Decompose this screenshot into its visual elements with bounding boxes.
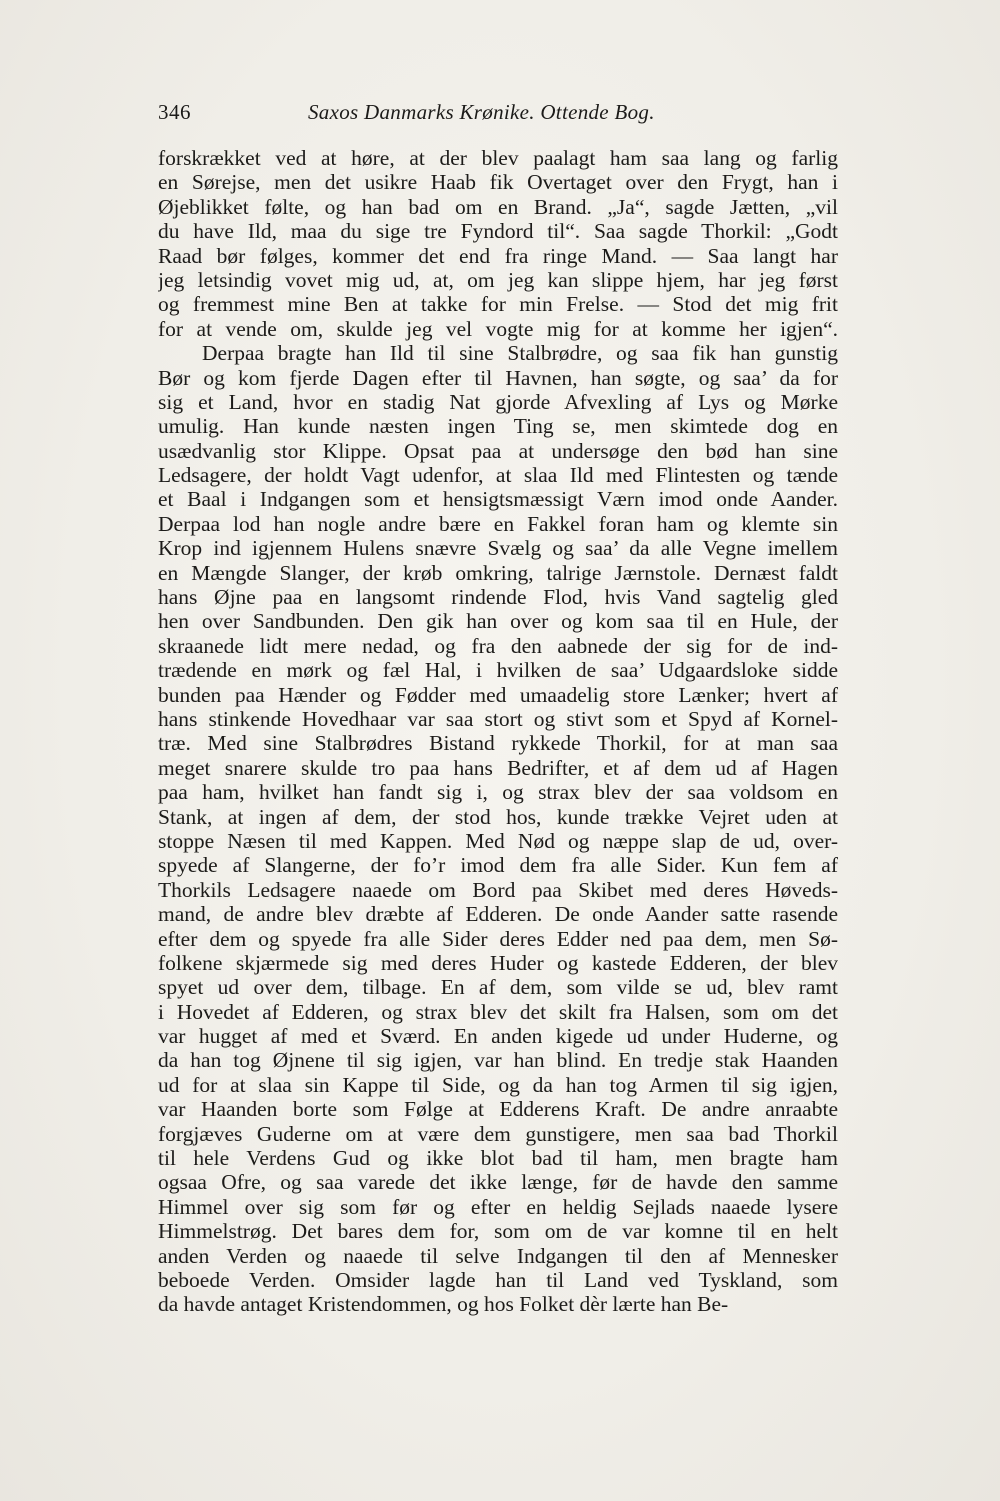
text-line: stoppe Næsen til med Kappen. Med Nød og næppe slap de ud, over- [158, 828, 838, 853]
text-line: Thorkils Ledsagere naaede om Bord paa Skibet med deres Høveds- [158, 877, 838, 902]
text-line: hans Øjne paa en langsomt rindende Flod, hvis Vand sagtelig gled [158, 585, 838, 610]
text-line: Derpaa bragte han Ild til sine Stalbrødre, og saa fik han gunstig [202, 341, 838, 366]
text-line: var Haanden borte som Følge at Edderens Kraft. De andre anraabte [158, 1097, 838, 1122]
text-line: for at vende om, skulde jeg vel vogte mig for at komme her igjen“. [158, 316, 838, 341]
text-line: et Baal i Indgangen som et hensigtsmæssigt Værn imod onde Aander. [158, 487, 838, 512]
text-line: du have Ild, maa du sige tre Fyndord til“. Saa sagde Thorkil: „Godt [158, 219, 838, 244]
text-line: Krop ind igjennem Hulens snævre Svælg og saa’ da alle Vegne imellem [158, 536, 838, 561]
text-line: sig et Land, hvor en stadig Nat gjorde Afvexling af Lys og Mørke [158, 389, 838, 414]
text-line: bunden paa Hænder og Fødder med umaadelig store Lænker; hvert af [158, 682, 838, 707]
text-line: forskrækket ved at høre, at der blev paalagt ham saa lang og farlig [158, 146, 838, 170]
text-line: Ledsagere, der holdt Vagt udenfor, at slaa Ild med Flintesten og tænde [158, 463, 838, 488]
text-line: var hugget af med et Sværd. En anden kigede ud under Huderne, og [158, 1024, 838, 1049]
text-line: til hele Verdens Gud og ikke blot bad til ham, men bragte ham [158, 1146, 838, 1171]
text-line: mand, de andre blev dræbte af Edderen. De onde Aander satte rasende [158, 902, 838, 927]
text-line: Himmel over sig som før og efter en heldig Sejlads naaede lysere [158, 1194, 838, 1219]
page-header [158, 100, 838, 130]
page-number: 346 [158, 100, 191, 124]
text-line: da havde antaget Kristendommen, og hos Folket dèr lærte han Be- [158, 1292, 729, 1317]
text-line: beboede Verden. Omsider lagde han til Land ved Tyskland, som [158, 1267, 838, 1292]
text-line: usædvanlig stor Klippe. Opsat paa at undersøge den bød han sine [158, 438, 838, 463]
text-line: Derpaa lod han nogle andre bære en Fakkel foran ham og klemte sin [158, 511, 838, 536]
text-line: hen over Sandbunden. Den gik han over og kom saa til en Hule, der [158, 609, 838, 634]
text-line: paa ham, hvilket han fandt sig i, og strax blev der saa voldsom en [158, 780, 838, 805]
text-line: folkene skjærmede sig med deres Huder og kastede Edderen, der blev [158, 950, 838, 975]
text-line: spyede af Slangerne, der fo’r imod dem fra alle Sider. Kun fem af [158, 853, 838, 878]
text-line: Stank, at ingen af dem, der stod hos, kunde trække Vejret uden at [158, 804, 838, 829]
text-line: trædende en mørk og fæl Hal, i hvilken de saa’ Udgaardsloke sidde [158, 658, 838, 683]
text-line: jeg letsindig vovet mig ud, at, om jeg kan slippe hjem, har jeg først [158, 267, 838, 292]
text-line: Bør og kom fjerde Dagen efter til Havnen, han søgte, og saa’ da for [158, 365, 838, 390]
text-line: træ. Med sine Stalbrødres Bistand rykkede Thorkil, for at man saa [158, 731, 838, 756]
text-line: umulig. Han kunde næsten ingen Ting se, men skimtede dog en [158, 414, 838, 439]
text-line: i Hovedet af Edderen, og strax blev det skilt fra Halsen, som om det [158, 999, 838, 1024]
text-line: efter dem og spyede fra alle Sider deres Edder ned paa dem, men Sø- [158, 926, 838, 951]
text-line: meget snarere skulde tro paa hans Bedrifter, et af dem ud af Hagen [158, 755, 838, 780]
running-title: Saxos Danmarks Krønike. Ottende Bog. [308, 100, 655, 124]
text-line: skraanede lidt mere nedad, og fra den aabnede der sig for de ind- [158, 633, 838, 658]
text-line: forgjæves Guderne om at være dem gunstigere, men saa bad Thorkil [158, 1121, 838, 1146]
text-line: og fremmest mine Ben at takke for min Frelse. — Stod det mig frit [158, 292, 838, 317]
body-text [158, 146, 838, 1317]
text-line: anden Verden og naaede til selve Indgangen til den af Mennesker [158, 1243, 838, 1268]
text-line: en Mængde Slanger, der krøb omkring, talrige Jærnstole. Dernæst faldt [158, 560, 838, 585]
text-line: da han tog Øjnene til sig igjen, var han blind. En tredje stak Haanden [158, 1048, 838, 1073]
text-line: Himmelstrøg. Det bares dem for, som om de var komne til en helt [158, 1219, 838, 1244]
text-line: ogsaa Ofre, og saa varede det ikke længe, før de havde den samme [158, 1170, 838, 1195]
text-line: Raad bør følges, kommer det end fra ringe Mand. — Saa langt har [158, 243, 838, 268]
text-line: en Sørejse, men det usikre Haab fik Overtaget over den Frygt, han i [158, 170, 838, 195]
text-line: ud for at slaa sin Kappe til Side, og da han tog Armen til sig igjen, [158, 1072, 838, 1097]
text-line: hans stinkende Hovedhaar var saa stort og stivt som et Spyd af Kornel- [158, 706, 838, 731]
text-line: Øjeblikket følte, og han bad om en Brand. „Ja“, sagde Jætten, „vil [158, 194, 838, 219]
text-line: spyet ud over dem, tilbage. En af dem, som vilde se ud, blev ramt [158, 975, 838, 1000]
